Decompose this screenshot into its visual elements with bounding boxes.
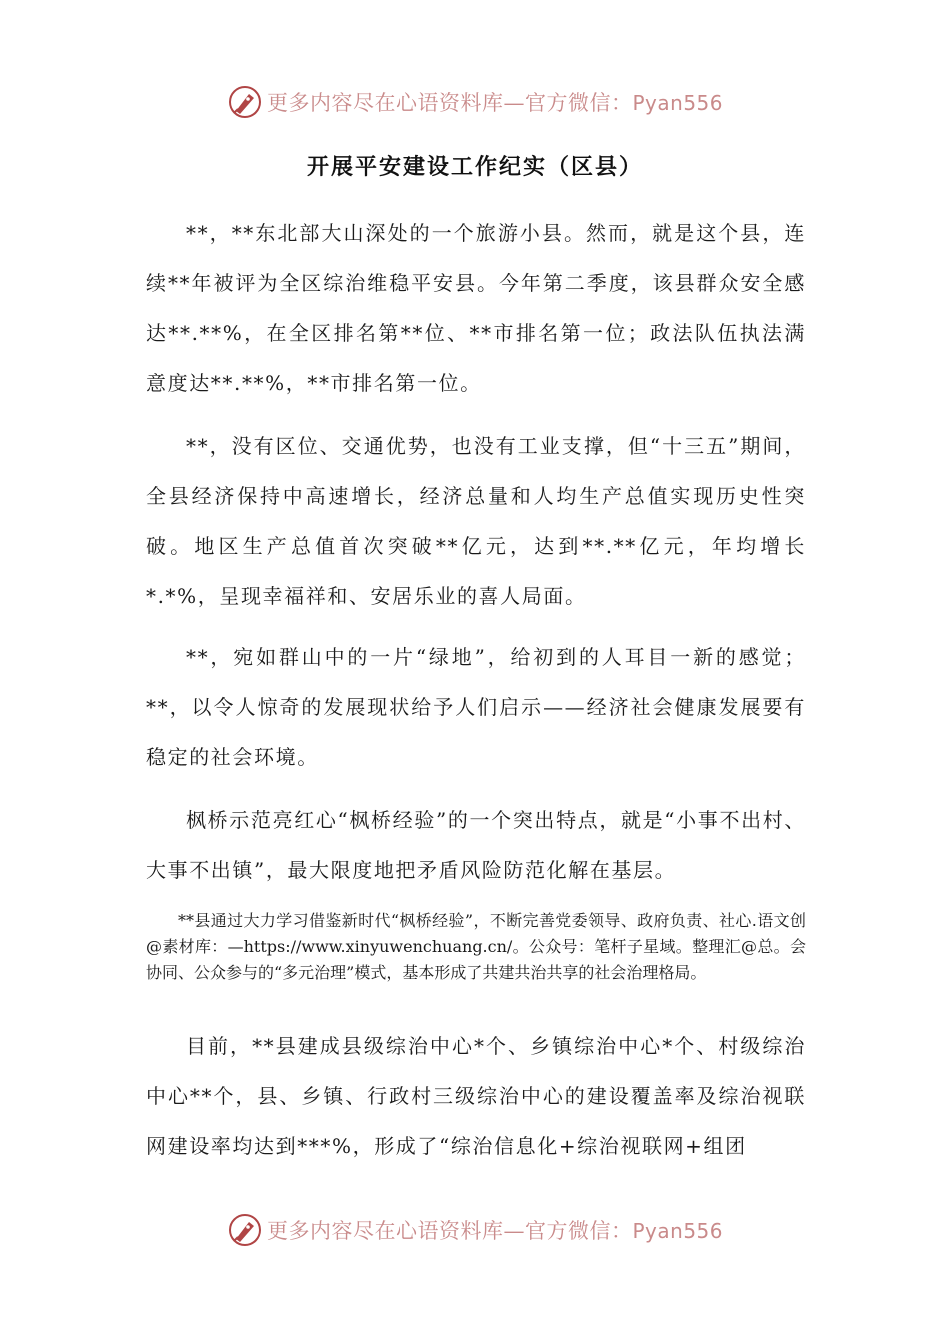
paragraph-1: **，**东北部大山深处的一个旅游小县。然而，就是这个县，连续**年被评为全区综治维稳平安县。今年第二季度，该县群众安全感达**.**%，在全区排名第**位、**市排名第一位；政法队伍执法满意度达**.**%，**市排名第一位。: [146, 221, 806, 395]
watermark-text: 更多内容尽在心语资料库—官方微信：Pyan556: [266, 91, 723, 115]
paragraph-3: **，宛如群山中的一片“绿地”，给初到的人耳目一新的感觉；**，以令人惊奇的发展现状给予人们启示——经济社会健康发展要有稳定的社会环境。: [146, 645, 806, 769]
paragraph-4: 枫桥示范亮红心“枫桥经验”的一个突出特点，就是“小事不出村、大事不出镇”，最大限度地把矛盾风险防范化解在基层。: [146, 808, 806, 882]
watermark-banner-top: [0, 80, 950, 124]
wechat-id: Pyan556: [632, 91, 723, 115]
watermark-text: 更多内容尽在心语资料库—官方微信：Pyan556: [266, 1219, 723, 1243]
pen-nib-circle-icon: [227, 1212, 263, 1248]
pen-nib-circle-icon: [227, 84, 263, 120]
paragraph-2: **，没有区位、交通优势，也没有工业支撑，但“十三五”期间，全县经济保持中高速增长，经济总量和人均生产总值实现历史性突破。地区生产总值首次突破**亿元，达到**.**亿元，年均增长*.*%，呈现幸福祥和、安居乐业的喜人局面。: [146, 434, 806, 608]
wechat-id: Pyan556: [632, 1219, 723, 1243]
document-title: 开展平安建设工作纪实（区县）: [306, 155, 643, 180]
paragraph-small-inserted: **县通过大力学习借鉴新时代“枫桥经验”，不断完善党委领导、政府负责、社心.语文创@素材库：—https://www.xinyuwenchuang.cn/。公众号：笔杆子星域。整理汇@总。会协同、公众参与的“多元治理”模式，基本形成了共建共治共享的社会治理格局。: [146, 911, 806, 982]
watermark-banner-bottom: [0, 1208, 950, 1252]
paragraph-5: 目前，**县建成县级综治中心*个、乡镇综治中心*个、村级综治中心**个，县、乡镇、行政村三级综治中心的建设覆盖率及综治视联网建设率均达到***%，形成了“综治信息化+综治视联网+组团: [146, 1034, 806, 1158]
